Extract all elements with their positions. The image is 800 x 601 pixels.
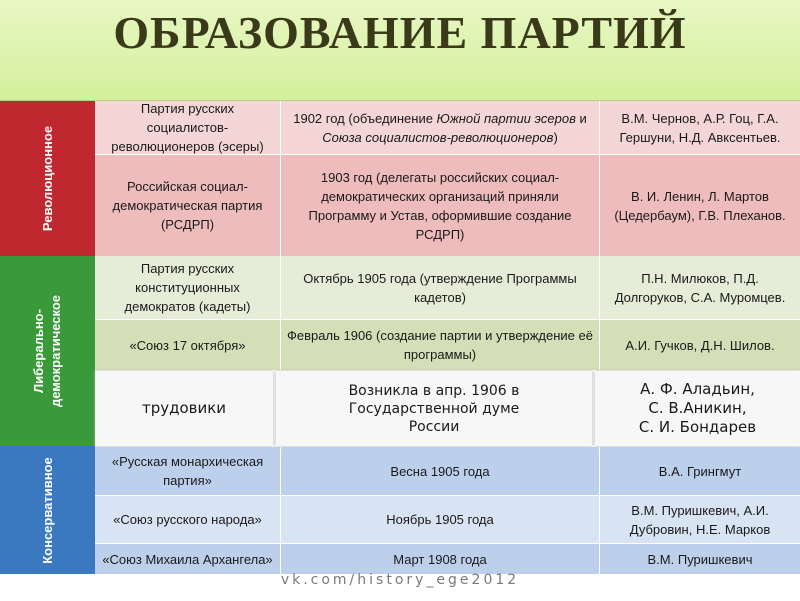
row5-leaders [595,371,800,446]
row1-date-c: ) [553,129,558,145]
row3-date: Октябрь 1905 года (утверждение Программы кадетов) [281,256,599,319]
group-liberal-line2: демократическое [48,294,64,408]
group-conservative [0,446,95,574]
row5-date: Возникла в апр. 1906 в Государственной думе России [276,371,592,446]
row1-date-italic1: Южной партии эсеров [436,110,576,126]
row8-leaders: В.М. Пуришкевич [600,544,800,574]
row1-leaders: В.М. Чернов, А.Р. Гоц, Г.А. Гершуни, Н.Д. Авксентьев. [600,101,800,154]
row6-leaders: В.А. Грингмут [600,447,800,495]
row1-date-italic2: Союза социалистов-революционеров [322,129,554,145]
row8-party: «Союз Михаила Архангела» [95,544,280,574]
row5-party: трудовики [95,371,273,446]
row4-party: «Союз 17 октября» [95,320,280,370]
row5-leader-1: А. Ф. Аладьин, [640,380,755,398]
title-bar [0,0,800,101]
row6-date: Весна 1905 года [281,447,599,495]
row3-party: Партия русских конституционных демократов (кадеты) [95,256,280,319]
row6-party: «Русская монархическая партия» [95,447,280,495]
group-revolutionary [0,101,95,256]
row7-date: Ноябрь 1905 года [281,496,599,543]
row7-leaders: В.М. Пуришкевич, А.И. Дубровин, Н.Е. Марков [600,496,800,543]
group-liberal [0,256,95,446]
group-liberal-line1: Либерально- [31,309,47,393]
row3-leaders: П.Н. Милюков, П.Д. Долгоруков, С.А. Муромцев. [600,256,800,319]
group-conservative-label: Консервативное [40,456,55,564]
row8-date: Март 1908 года [281,544,599,574]
row1-date [281,101,599,154]
row5-leader-2: С. В.Аникин, [648,399,747,417]
row5-leader-3: С. И. Бондарев [638,418,757,436]
row2-party: Российская социал-демократическая партия (РСДРП) [95,155,280,256]
row4-date: Февраль 1906 (создание партии и утверждение её программы) [281,320,599,370]
row2-leaders: В. И. Ленин, Л. Мартов (Цедербаум), Г.В. Плеханов. [600,155,800,256]
source-watermark: vk.com/history_ege2012 [280,572,520,588]
group-liberal-label [31,295,65,407]
row1-date-b: и [575,110,587,126]
row1-party: Партия русских социалистов-революционеров (эсеры) [95,101,280,154]
row7-party: «Союз русского народа» [95,496,280,543]
row1-date-a: 1902 год (объединение [293,110,437,126]
group-revolutionary-label: Революционное [40,125,55,232]
page-title: ОБРАЗОВАНИЕ ПАРТИЙ [113,7,687,58]
row2-date: 1903 год (делегаты российских социал-демократических организаций приняли Программу и Устав, оформившие создание РСДРП) [281,155,599,256]
row4-leaders: А.И. Гучков, Д.Н. Шилов. [600,320,800,370]
